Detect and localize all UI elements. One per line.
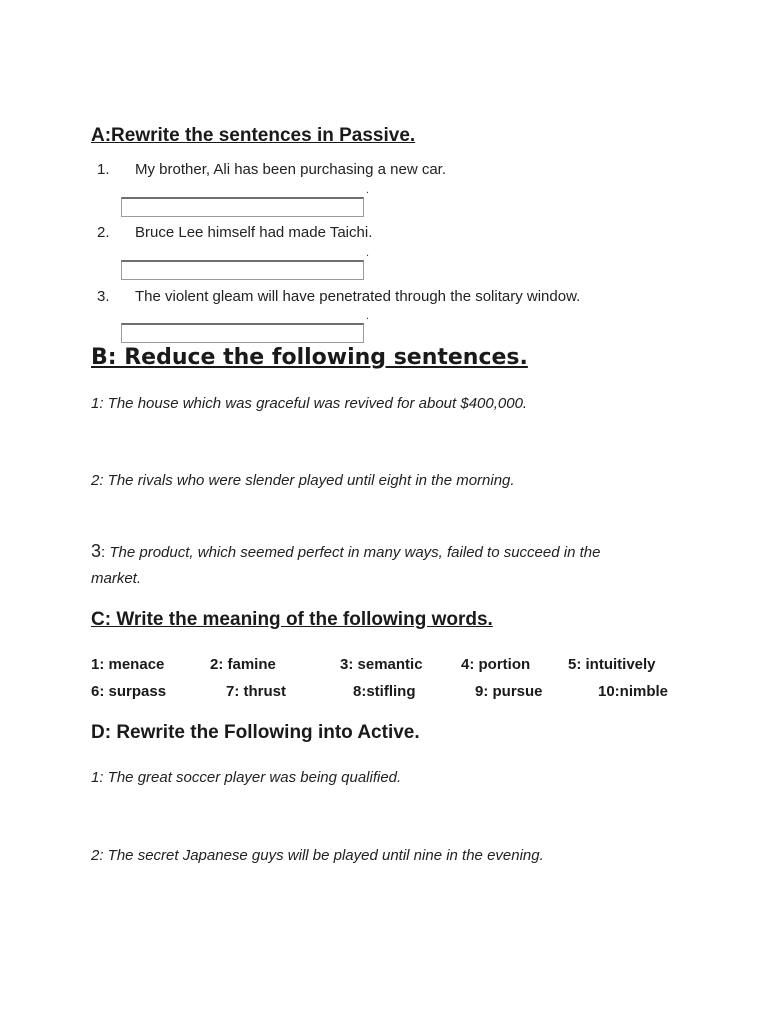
reduce-item-3-line2: market. [91, 570, 142, 587]
vocab-word: 1: menace [91, 656, 165, 673]
field-suffix: . [366, 310, 370, 322]
answer-field-a2[interactable] [121, 260, 364, 280]
question-number: 2. [97, 224, 110, 241]
field-suffix: . [366, 247, 370, 259]
vocab-word: 8:stifling [353, 683, 416, 700]
reduce-item-3-line1: The product, which seemed perfect in many ways, failed to succeed in the [109, 544, 601, 561]
question-number: 3. [97, 288, 110, 305]
vocab-word: 5: intuitively [568, 656, 656, 673]
field-suffix: . [366, 184, 370, 196]
reduce-item-3 [91, 541, 600, 562]
section-b-heading: B: Reduce the following sentences. [91, 345, 528, 370]
question-number: 1. [97, 161, 110, 178]
vocab-word: 10:nimble [598, 683, 669, 700]
vocab-word: 3: semantic [340, 656, 423, 673]
reduce-item-3-number: 3 [91, 541, 102, 561]
active-item-1: 1: The great soccer player was being qualified. [91, 769, 402, 786]
reduce-item-2: 2: The rivals who were slender played until eight in the morning. [91, 472, 515, 489]
vocab-word: 4: portion [461, 656, 531, 673]
vocab-word: 9: pursue [475, 683, 543, 700]
section-c-heading: C: Write the meaning of the following words. [91, 609, 493, 630]
answer-field-a3[interactable] [121, 323, 364, 343]
vocab-word: 2: famine [210, 656, 276, 673]
answer-field-a1[interactable] [121, 197, 364, 217]
question-text: The violent gleam will have penetrated through the solitary window. [135, 288, 581, 305]
vocab-word: 6: surpass [91, 683, 167, 700]
section-d-heading: D: Rewrite the Following into Active. [91, 722, 420, 743]
active-item-2: 2: The secret Japanese guys will be played until nine in the evening. [91, 847, 544, 864]
section-a-heading: A:Rewrite the sentences in Passive. [91, 125, 416, 146]
reduce-item-1: 1: The house which was graceful was revived for about $400,000. [91, 395, 528, 412]
reduce-item-3-colon: : [101, 544, 106, 561]
question-text: Bruce Lee himself had made Taichi. [135, 224, 373, 241]
vocab-word: 7: thrust [226, 683, 286, 700]
question-text: My brother, Ali has been purchasing a new car. [135, 161, 447, 178]
